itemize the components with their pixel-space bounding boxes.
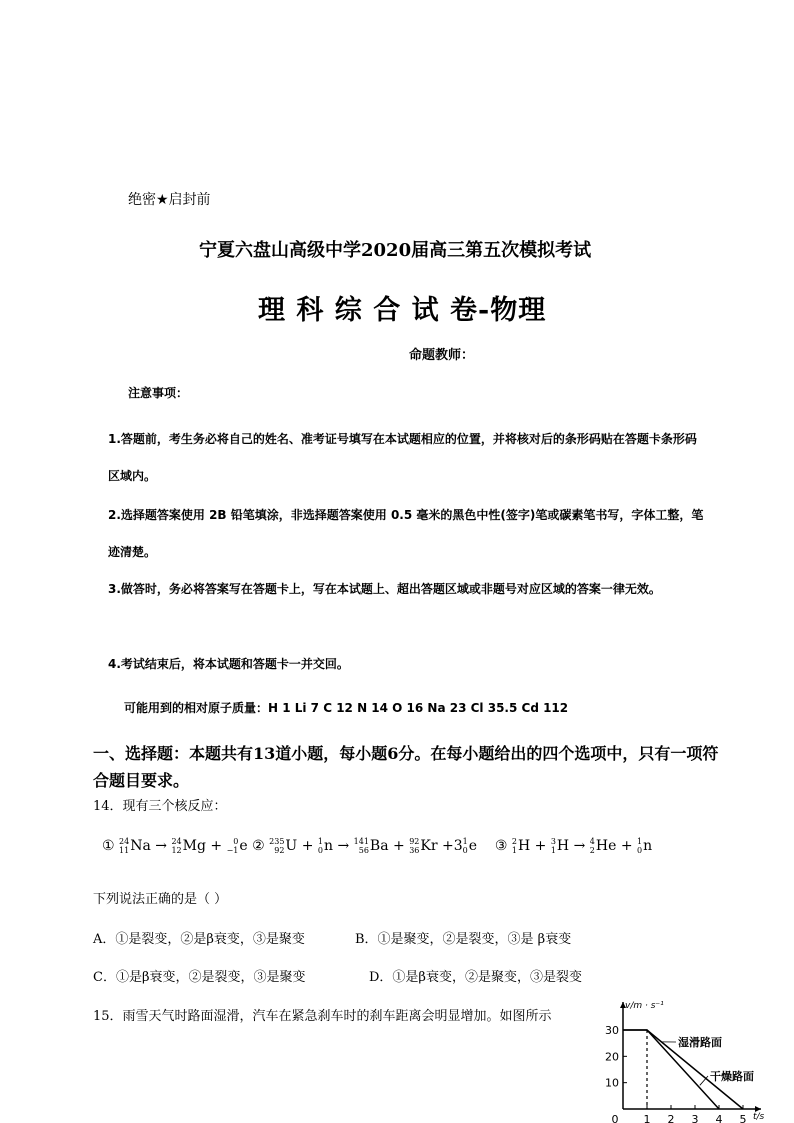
plus-sign: + [534,838,547,854]
plus-sign: + [393,838,405,854]
series-label-1: 湿滑路面 [678,1036,722,1049]
question-15-stem: 15．雨雪天气时路面湿滑，汽车在紧急刹车时的刹车距离会明显增加。如图所示 [93,1009,552,1024]
reaction-3-number: ③ [494,838,508,854]
nuclide-electron: 0 −1 e [226,837,248,855]
x-tick-label: 5 [739,1113,747,1123]
note-item-2: 2.选择题答案使用 2B 铅笔填涂，非选择题答案使用 0.5 毫米的黑色中性(签字)笔或碳素笔书写，字体工整，笔迹清楚。 [108,508,704,559]
note-item-4: 4.考试结束后，将本试题和答题卡一并交回。 [108,657,349,671]
question-14-stem: 14．现有三个核反应： [93,799,227,814]
question-14-ask: 下列说法正确的是（ ） [93,892,228,907]
arrow-icon: → [573,838,586,854]
note-item-3: 3.做答时，务必将答案写在答题卡上，写在本试题上、超出答题区域或非题号对应区域的答案一律无效。 [108,582,661,596]
nuclide-h3: 3 1 H [550,837,570,855]
reaction-2-number: ② [252,838,265,854]
nuclide-h2: 2 1 H [511,837,531,855]
section-heading: 一、选择题：本题共有13道小题，每小题6分。在每小题给出的四个选项中，只有一项符合题目要求。 [93,744,719,790]
exam-title: 宁夏六盘山高级中学2020届高三第五次模拟考试 [199,240,592,261]
arrow-icon: → [155,838,167,854]
nuclide-kr: 92 36 Kr [409,837,438,855]
teacher-label: 命题教师： [409,348,475,363]
note-item-1: 1.答题前，考生务必将自己的姓名、准考证号填写在本试题相应的位置，并将核对后的条形码贴在答题卡条形码区域内。 [108,432,697,483]
x-tick-label: 2 [667,1113,675,1123]
subject-title: 理 科 综 合 试 卷-物理 [258,295,547,326]
reaction-1-number: ① [102,838,115,854]
option-b: B．①是聚变，②是裂变，③是 β衰变 [355,932,572,947]
y-tick-label: 10 [605,1076,619,1090]
confidential-mark: 绝密★启封前 [128,192,211,208]
nuclide-na: 24 11 Na [119,837,151,855]
nuclide-n3: 1 0 n [637,837,653,855]
nuclide-mg: 24 12 Mg [171,837,206,855]
nuclide-n: 1 0 n [317,837,333,855]
arrow-icon: → [337,838,350,854]
plus-sign: + [210,838,223,854]
plus-sign: + [620,838,633,854]
y-tick-label: 30 [605,1024,619,1037]
y-tick-label: 20 [605,1050,619,1064]
option-c: C．①是β衰变，②是裂变，③是聚变 [93,970,306,985]
x-tick-label: 0 [611,1113,619,1123]
atomic-masses: 可能用到的相对原子质量：H 1 Li 7 C 12 N 14 O 16 Na 23 Cl 35.5 Cd 112 [124,701,569,715]
x-tick-label: 4 [715,1113,723,1123]
nuclide-u: 235 92 U [269,837,298,855]
notes-title: 注意事项： [128,386,189,400]
velocity-time-chart [596,994,794,1123]
coefficient: 3 [453,838,463,854]
series-label-2: 干燥路面 [710,1070,754,1083]
x-tick-label: 1 [643,1113,651,1123]
option-a: A．①是裂变，②是β衰变，③是聚变 [93,932,305,947]
y-axis-label: v/m · s⁻¹ [625,1001,664,1011]
plus-sign: + [301,838,314,854]
nuclide-ba: 141 56 Ba [353,837,389,855]
x-tick-label: 3 [691,1113,699,1123]
option-d: D．①是β衰变，②是聚变，③是裂变 [369,970,582,985]
nuclide-e: 1 0 e [462,837,478,855]
x-axis-label: t/s [753,1112,765,1122]
nuclear-reactions [102,837,652,855]
nuclide-he: 4 2 He [589,837,617,855]
plus-sign: + [442,838,454,854]
